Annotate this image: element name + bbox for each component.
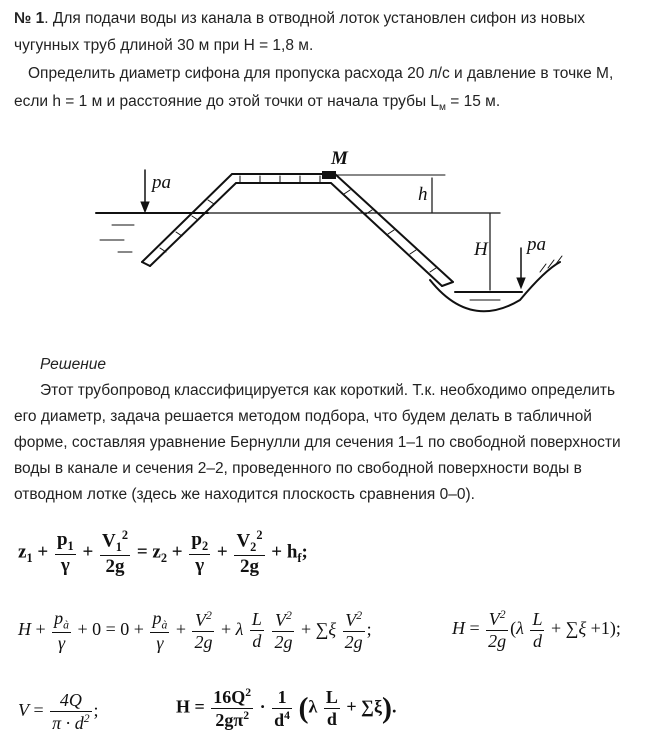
problem-line-4: если h = 1 м и расстояние до этой точки от начала трубы $L_м = 15$ м. [14, 93, 501, 114]
velocity-formula: V = $\frac{4Q}{\pi \cdot d^2}$ ; [18, 690, 99, 733]
head-diameter-formula: H = $\frac{16Q^2}{2g\pi^2}$ · $\frac{1}{d^4}$ (λ $\frac{L}{d}$ + ∑ξ). [176, 686, 397, 730]
bernoulli-equation: $z_1$ + $\frac{p_1}{\gamma}$ + $\frac{V_1^2}{2g}$ = $z_2$ + $\frac{p_2}{\gamma}$ + $\frac{V_2^2}{2g}$ + $h_f$; [18, 528, 308, 578]
problem-line-1: № 1. Для подачи воды из канала в отводной лоток установлен сифон из новых [14, 10, 585, 27]
problem-line-3: Определить диаметр сифона для пропуска расхода 20 л/с и давление в точке М, [28, 65, 614, 82]
solution-line-1: Этот трубопровод классифицируется как короткий. Т.к. необходимо определить [40, 382, 616, 399]
problem-number: № 1 [14, 10, 45, 27]
siphon-pipe-inner [150, 183, 442, 286]
solution-line-2: его диаметр, задача решается методом подбора, что будем делать в табличной [14, 408, 592, 425]
head-balance-equation: H + $\frac{p_à}{\gamma}$ + 0 = 0 + $\frac{p_à}{\gamma}$ + $\frac{V^2}{2g}$ + λ $\frac{L}{d}$ $\frac{V^2}{2g}$ + ∑ξ $\frac{V^2}{2g}$ ; [18, 608, 372, 653]
solution-line-3: форме, составляя уравнение Бернулли для сечения 1–1 по свободной поверхности [14, 434, 621, 451]
point-m-marker [323, 172, 335, 178]
label-pa-left: pa [152, 172, 171, 193]
downstream-channel [430, 262, 560, 311]
label-h-small: h [418, 184, 428, 205]
solution-line-4: воды в канале и сечения 2–2, проведенного по свободной поверхности воды в [14, 460, 582, 477]
solution-heading: Решение [40, 356, 107, 373]
head-formula: H = $\frac{V^2}{2g}$ (λ $\frac{L}{d}$ + ∑ξ +1); [452, 608, 621, 651]
label-pa-right: pa [527, 234, 546, 255]
label-m: M [331, 148, 348, 169]
solution-line-5: отводном лотке (здесь же находится плоскость сравнения 0–0). [14, 486, 475, 503]
siphon-diagram [0, 0, 666, 340]
label-h-big: H [474, 239, 488, 260]
problem-line-2: чугунных труб длиной 30 м при H = 1,8 м. [14, 37, 314, 54]
